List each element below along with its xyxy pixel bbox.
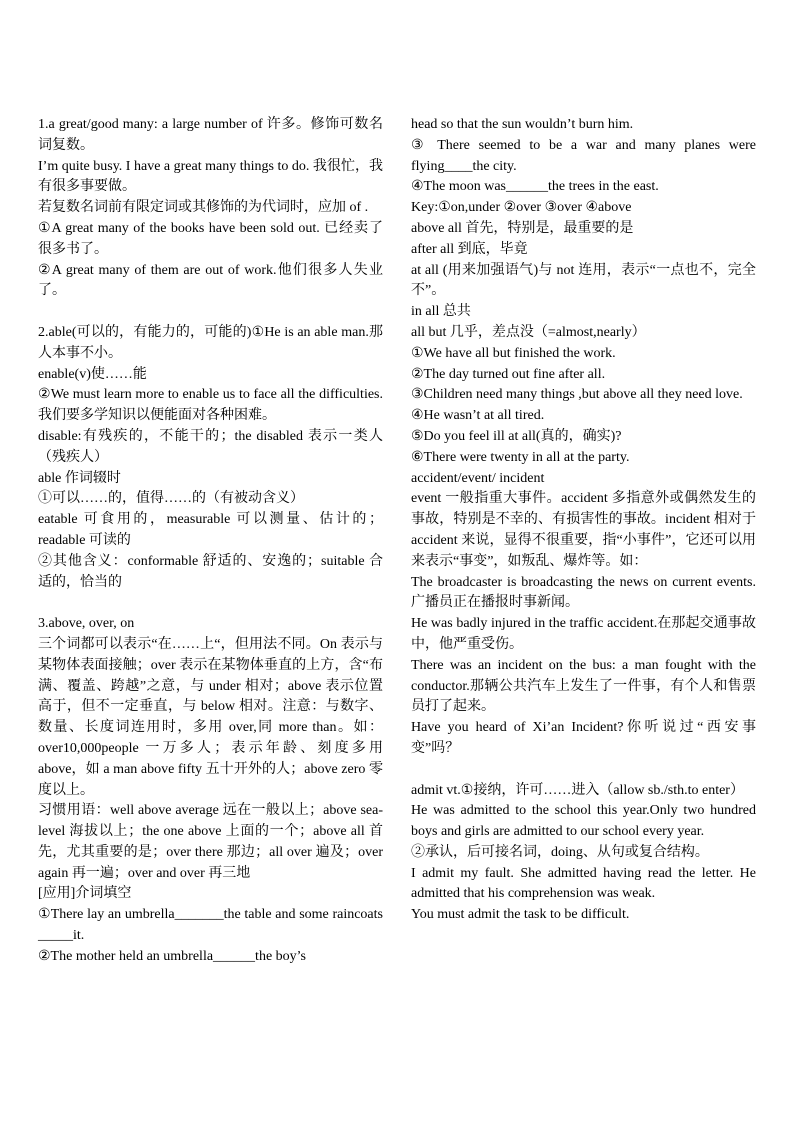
text-line: eatable 可食用的，measurable 可以测量、估计的；readable 可读的 — [38, 512, 383, 548]
text-line: 2.able(可以的，有能力的，可能的)①He is an able man.那人本事不小。 — [38, 324, 383, 361]
text-line: ①There lay an umbrella_______the table and some raincoats _____it. — [38, 907, 383, 944]
text-line: ④He wasn’t at all tired. — [411, 408, 545, 424]
text-line: 三个词都可以表示“在……上“，但用法不同。On 表示与某物体表面接触；over 表示在某物体垂直的上方，含“布满、覆盖、跨越”之意，与 under 相对；above 表示位置高于，但不一定垂直，与 below 相对。注意：与数字、数量、长度词连用时，多用 over,同 more than。如：over10,000people 一万多人；表示年龄、刻度多用 above，如 a man above fifty 五十开外的人；above zero 零度以上。 — [38, 636, 383, 798]
text-line: ⑥There were twenty in all at the party. — [411, 449, 630, 465]
text-line: at all (用来加强语气)与 not 连用，表示“一点也不，完全不”。 — [411, 262, 756, 299]
text-line: He was badly injured in the traffic accident.在那起交通事故中，他严重受伤。 — [411, 616, 756, 652]
text-line: in all 总共 — [411, 304, 471, 320]
text-line: Have you heard of Xi’an Incident?你听说过“西安事变”吗？ — [411, 720, 756, 756]
text-line: ②The day turned out fine after all. — [411, 366, 606, 382]
paragraph-gap — [38, 593, 383, 614]
text-line: above all 首先，特别是，最重要的是 — [411, 220, 634, 236]
text-line: The broadcaster is broadcasting the news on current events.广播员正在播报时事新闻。 — [411, 574, 756, 611]
text-line: 1.a great/good many: a large number of 许多。修饰可数名词复数。 — [38, 117, 383, 153]
text-line: ①可以……的，值得……的（有被动含义） — [38, 491, 304, 507]
text-line: after all 到底，毕竟 — [411, 241, 528, 257]
text-line: disable:有残疾的，不能干的；the disabled 表示一类人（残疾人） — [38, 428, 383, 465]
text-line: I’m quite busy. I have a great many things to do. 我很忙，我有很多事要做。 — [38, 158, 383, 195]
text-line: ④The moon was______the trees in the east. — [411, 179, 659, 195]
text-line: Key:①on,under ②over ③over ④above — [411, 200, 632, 216]
text-line: ②The mother held an umbrella______the boy’s — [38, 948, 306, 964]
left-column — [38, 115, 383, 968]
paragraph-gap — [38, 302, 383, 323]
text-line: enable(v)使……能 — [38, 366, 147, 382]
text-line: ②承认，后可接名词，doing、从句或复合结构。 — [411, 844, 709, 860]
text-line: You must admit the task to be difficult. — [411, 907, 630, 923]
paragraph-gap — [411, 760, 756, 781]
text-line: I admit my fault. She admitted having read the letter. He admitted that his comprehension was weak. — [411, 865, 756, 902]
text-line: He was admitted to the school this year.Only two hundred boys and girls are admitted to our school every year. — [411, 803, 756, 840]
text-line: ③Children need many things ,but above all they need love. — [411, 387, 743, 403]
text-line: ②We must learn more to enable us to face all the difficulties.我们要多学知识以便能面对各种困难。 — [38, 387, 383, 424]
text-line: 习惯用语：well above average 远在一般以上；above sea-level 海拔以上；the one above 上面的一个；above all 首先，尤其重要的是；over there 那边；all over 遍及；over again 再一遍；over and over 再三地 — [38, 803, 383, 881]
text-line: ①We have all but finished the work. — [411, 345, 616, 361]
right-column — [411, 115, 756, 926]
text-line: There was an incident on the bus: a man fought with the conductor.那辆公共汽车上发生了一件事，有个人和售票员打了起来。 — [411, 657, 756, 715]
text-line: accident/event/ incident — [411, 470, 545, 486]
text-line: 若复数名词前有限定词或其修饰的为代词时，应加 of . — [38, 200, 369, 216]
text-line: admit vt.①接纳，许可……进入（allow sb./sth.to enter） — [411, 782, 744, 798]
text-line: ⑤Do you feel ill at all(真的，确实)? — [411, 428, 622, 444]
text-line: ①A great many of the books have been sold out. 已经卖了很多书了。 — [38, 220, 383, 257]
text-line: ③ There seemed to be a war and many planes were flying____the city. — [411, 137, 756, 174]
text-line: all but 几乎，差点没（=almost,nearly） — [411, 324, 646, 340]
text-line: [应用]介词填空 — [38, 886, 132, 902]
text-line: ②A great many of them are out of work.他们很多人失业了。 — [38, 262, 383, 299]
text-line: event 一般指重大事件。accident 多指意外或偶然发生的事故，特别是不幸的、有损害性的事故。incident 相对于 accident 来说，显得不很重要，指“小事件”，它还可以用来表示“事变”，如叛乱、爆炸等。如： — [411, 491, 756, 569]
text-line: able 作词辍时 — [38, 470, 121, 486]
text-line: ②其他含义：conformable 舒适的、安逸的；suitable 合适的，恰当的 — [38, 553, 383, 590]
text-line: head so that the sun wouldn’t burn him. — [411, 117, 634, 132]
text-line: 3.above, over, on — [38, 616, 135, 632]
